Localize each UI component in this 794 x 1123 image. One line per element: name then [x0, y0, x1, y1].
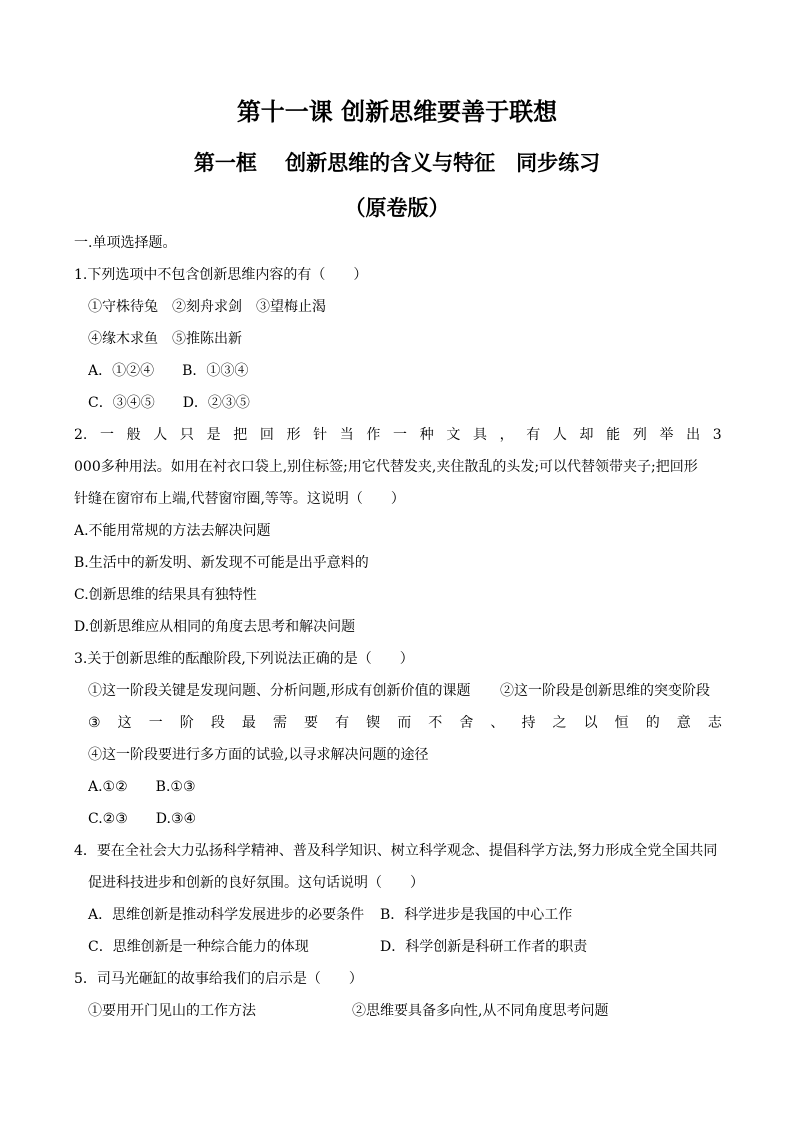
q2-char: 当	[339, 427, 354, 443]
q2-stem-line1	[74, 425, 722, 445]
q3-char: 恒	[614, 715, 629, 731]
q2-char: 人	[153, 427, 168, 443]
q1-options-line1: A．①②④ B．①③④	[88, 363, 249, 379]
q2-char: 人	[552, 427, 567, 443]
q2-option-b: B.生活中的新发明、新发现不可能是出乎意料的	[74, 555, 369, 571]
q2-char: 只	[179, 427, 194, 443]
q3-char: 最	[241, 715, 256, 731]
q3-char: 锲	[366, 715, 381, 731]
q3-char: 段	[210, 715, 225, 731]
q2-char: 般	[126, 427, 141, 443]
q2-stem-line3: 针缝在窗帘布上端,代替窗帘圈,等等。这说明（ ）	[74, 491, 405, 507]
section-heading: 一.单项选择题。	[74, 235, 177, 251]
q1-stem: 1.下列选项中不包含创新思维内容的有（ ）	[74, 267, 368, 283]
q2-char: 文	[446, 427, 461, 443]
q4-option-d: D．科学创新是科研工作者的职责	[380, 939, 588, 955]
q3-char: 阶	[179, 715, 194, 731]
q3-char: ③	[88, 715, 101, 731]
q3-char: 意	[676, 715, 691, 731]
q2-char: 却	[579, 427, 594, 443]
q3-options-line1: A.①② B.①③	[88, 779, 196, 795]
q2-char: 举	[659, 427, 674, 443]
q2-stem-line2: 000多种用法。如用在衬衣口袋上,别住标签;用它代替发夹,夹住散乱的头发;可以代替领带夹子;把回形	[74, 459, 698, 475]
q3-item-2: ②这一阶段是创新思维的突变阶段	[500, 683, 710, 699]
q3-options-line2: C.②③ D.③④	[88, 811, 197, 827]
q2-char: ，	[499, 427, 514, 443]
q3-char: 以	[583, 715, 598, 731]
q2-char: 有	[526, 427, 541, 443]
q5-item-1: ①要用开门见山的工作方法	[88, 1003, 256, 1019]
q3-char: 要	[304, 715, 318, 731]
q4-stem-line1: 4．要在全社会大力弘扬科学精神、普及科学知识、树立科学观念、提倡科学方法,努力形成全党全国共同	[74, 843, 718, 859]
q5-item-2: ②思维要具备多向性,从不同角度思考问题	[352, 1003, 609, 1019]
q2-char: 作	[366, 427, 381, 443]
q2-char: 具	[472, 427, 487, 443]
q2-char: 回	[259, 427, 274, 443]
q3-char: 、	[490, 715, 505, 731]
q2-char: 一	[393, 427, 408, 443]
q4-stem-line2: 促进科技进步和创新的良好氛围。这句话说明（ ）	[88, 875, 424, 891]
q1-items-line2: ④缘木求鱼 ⑤推陈出新	[88, 331, 242, 347]
q2-char: 出	[686, 427, 701, 443]
q3-char: 之	[552, 715, 567, 731]
q2-option-d: D.创新思维应从相同的角度去思考和解决问题	[74, 619, 356, 635]
q3-item-4: ④这一阶段要进行多方面的试验,以寻求解决问题的途径	[88, 747, 429, 763]
q2-char: 针	[313, 427, 328, 443]
q2-char: 3	[712, 427, 722, 443]
edition-label: （原卷版）	[344, 196, 450, 220]
q4-option-a: A．思维创新是推动科学发展进步的必要条件	[88, 907, 365, 923]
q1-options-line2: C．③④⑤ D．②③⑤	[88, 395, 250, 411]
q3-item-1: ①这一阶段关键是发现问题、分析问题,形成有创新价值的课题	[88, 683, 471, 699]
q2-char: 种	[419, 427, 434, 443]
q3-char: 舍	[459, 715, 474, 731]
q2-char: 是	[206, 427, 221, 443]
section-subtitle: 第一框 创新思维的含义与特征 同步练习	[193, 151, 601, 175]
q4-option-b: B．科学进步是我国的中心工作	[380, 907, 573, 923]
q3-char: 志	[707, 715, 722, 731]
q2-char: 2.	[74, 427, 88, 443]
q3-char: 而	[397, 715, 412, 731]
q2-char: 一	[100, 427, 114, 443]
q1-items-line1: ①守株待兔 ②刻舟求剑 ③望梅止渴	[88, 299, 326, 315]
q3-char: 持	[521, 715, 536, 731]
q3-char: 不	[428, 715, 443, 731]
q2-option-c: C.创新思维的结果具有独特性	[74, 587, 257, 603]
q2-char: 把	[233, 427, 248, 443]
q2-option-a: A.不能用常规的方法去解决问题	[74, 523, 271, 539]
q2-char: 能	[606, 427, 621, 443]
q3-char: 一	[148, 715, 163, 731]
q4-option-c: C．思维创新是一种综合能力的体现	[88, 939, 309, 955]
lesson-title: 第十一课 创新思维要善于联想	[236, 98, 558, 126]
q2-char: 列	[632, 427, 647, 443]
q3-char: 有	[335, 715, 350, 731]
q3-stem: 3.关于创新思维的酝酿阶段,下列说法正确的是（ ）	[74, 651, 414, 667]
q2-char: 形	[286, 427, 301, 443]
q5-stem: 5．司马光砸缸的故事给我们的启示是（ ）	[74, 971, 363, 987]
q3-item-3	[88, 713, 722, 733]
q3-char: 需	[272, 715, 287, 731]
q3-char: 这	[117, 715, 132, 731]
q3-char: 的	[645, 715, 660, 731]
